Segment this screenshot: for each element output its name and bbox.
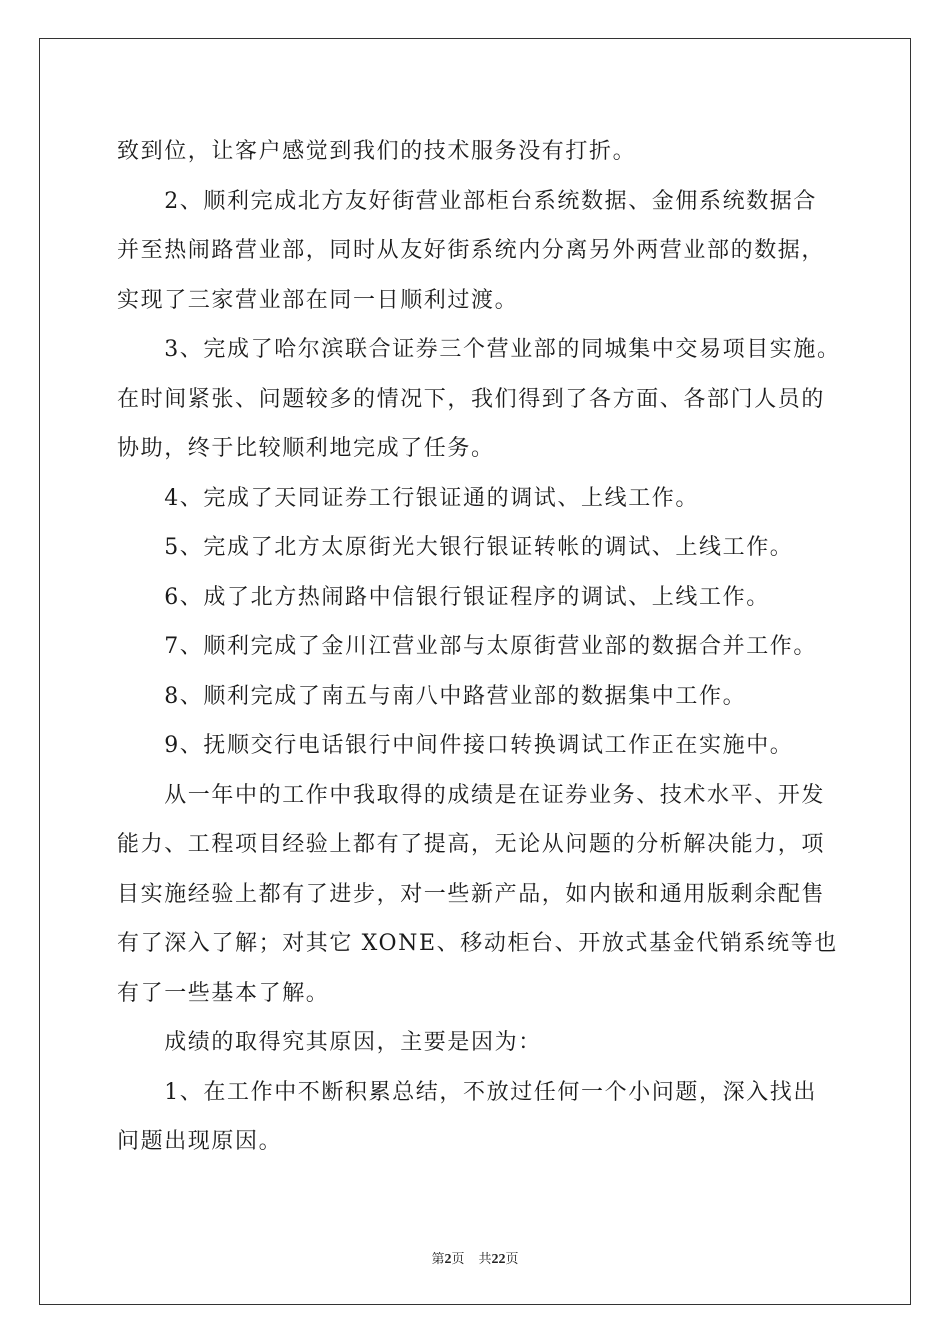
document-body bbox=[117, 127, 841, 1167]
text-line: 5、完成了北方太原街光大银行银证转帐的调试、上线工作。 bbox=[117, 535, 794, 560]
text-line: 8、顺利完成了南五与南八中路营业部的数据集中工作。 bbox=[117, 683, 747, 709]
text-line: 实现了三家营业部在同一日顺利过渡。 bbox=[117, 287, 519, 313]
text-line: 2、顺利完成北方友好街营业部柜台系统数据、金佣系统数据合 bbox=[117, 188, 817, 214]
total-suffix: 页 bbox=[505, 1252, 519, 1267]
page-prefix: 第 bbox=[431, 1252, 445, 1267]
text-line: 协助，终于比较顺利地完成了任务。 bbox=[117, 436, 495, 461]
text-line: 9、抚顺交行电话银行中间件接口转换调试工作正在实施中。 bbox=[117, 733, 794, 758]
text-line: 目实施经验上都有了进步，对一些新产品，如内嵌和通用版剩余配售 bbox=[117, 881, 826, 907]
text-line: 成绩的取得究其原因，主要是因为： bbox=[117, 1030, 542, 1055]
total-prefix: 共 bbox=[478, 1252, 492, 1267]
text-line: 有了一些基本了解。 bbox=[117, 980, 330, 1006]
text-line: 能力、工程项目经验上都有了提高，无论从问题的分析解决能力，项 bbox=[117, 832, 826, 857]
text-line: 有了深入了解；对其它 XONE、移动柜台、开放式基金代销系统等也 bbox=[117, 931, 838, 956]
text-line: 从一年中的工作中我取得的成绩是在证券业务、技术水平、开发 bbox=[117, 782, 826, 808]
total-pages: 22 bbox=[491, 1252, 506, 1267]
text-line: 3、完成了哈尔滨联合证券三个营业部的同城集中交易项目实施。 bbox=[117, 337, 841, 362]
page-footer bbox=[0, 1248, 950, 1268]
page-suffix: 页 bbox=[451, 1252, 465, 1267]
text-line: 致到位，让客户感觉到我们的技术服务没有打折。 bbox=[117, 139, 637, 164]
text-line: 7、顺利完成了金川江营业部与太原街营业部的数据合并工作。 bbox=[117, 634, 817, 659]
text-line: 并至热闹路营业部，同时从友好街系统内分离另外两营业部的数据， bbox=[117, 238, 826, 263]
text-line: 问题出现原因。 bbox=[117, 1129, 283, 1154]
text-line: 1、在工作中不断积累总结，不放过任何一个小问题，深入找出 bbox=[117, 1079, 817, 1105]
text-line: 4、完成了天同证券工行银证通的调试、上线工作。 bbox=[117, 485, 699, 511]
text-line: 6、成了北方热闹路中信银行银证程序的调试、上线工作。 bbox=[117, 584, 770, 610]
text-line: 在时间紧张、问题较多的情况下，我们得到了各方面、各部门人员的 bbox=[117, 386, 826, 412]
page-current: 2 bbox=[444, 1252, 452, 1267]
